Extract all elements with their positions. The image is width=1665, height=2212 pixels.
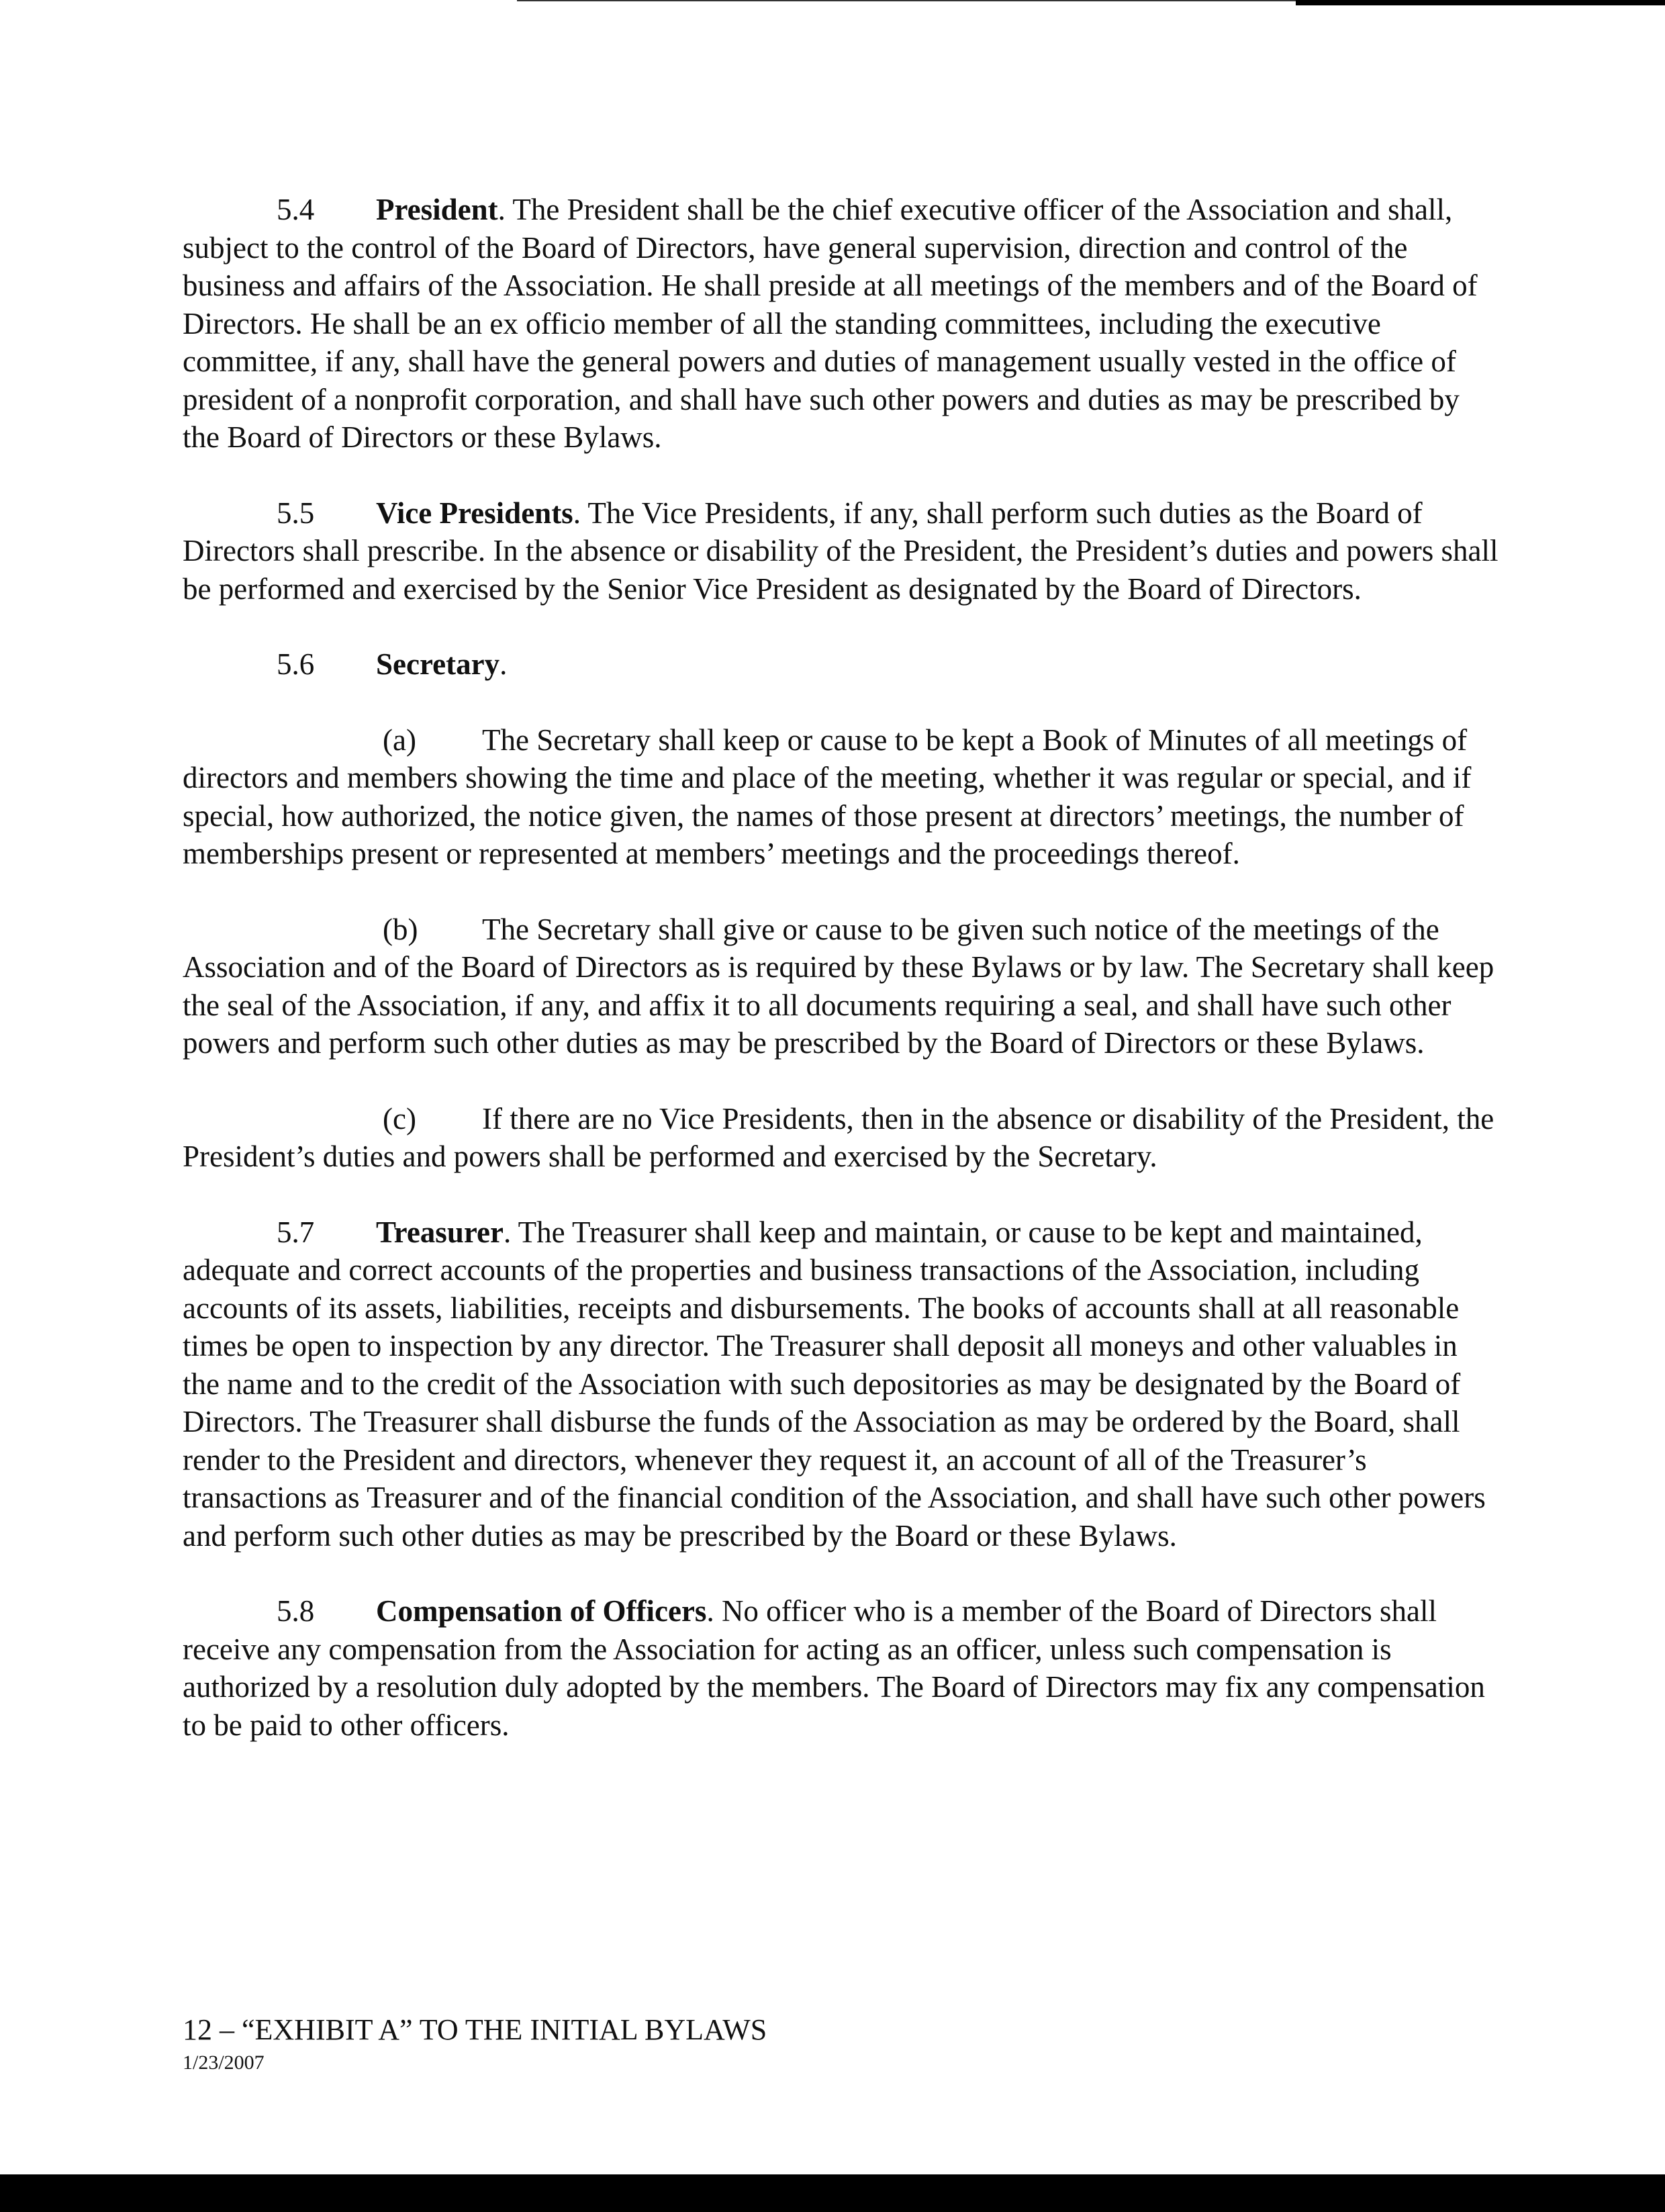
subsection-label: (a) <box>383 723 416 757</box>
subsection-label: (b) <box>383 912 418 946</box>
section-heading: President <box>376 193 498 226</box>
footer-title: 12 – “EXHIBIT A” TO THE INITIAL BYLAWS <box>183 2013 767 2046</box>
section-heading: Secretary <box>376 647 500 681</box>
document-body <box>183 191 1498 1744</box>
subsection-5-6-a <box>183 721 1498 873</box>
section-number: 5.4 <box>277 193 315 226</box>
subsection-text: The Secretary shall keep or cause to be kept a Book of Minutes of all meetings of directors and members showing the time and place of the meeting, whether it was regular or special, and if special, how authorized, the notice given, the names of those present at directors’ meetings, the number of memberships present or represented at members’ meetings and the proceedings thereof. <box>183 723 1472 870</box>
subsection-label: (c) <box>383 1101 416 1136</box>
section-number: 5.8 <box>277 1594 315 1628</box>
subsection-5-6-c <box>183 1100 1498 1176</box>
section-heading: Treasurer <box>376 1215 504 1249</box>
section-text: . The Treasurer shall keep and maintain, or cause to be kept and maintained, adequate and correct accounts of the properties and business transactions of the Association, including accounts of its assets, liabilities, receipts and disbursements. The books of accounts shall at all reasonable times be open to inspection by any director. The Treasurer shall deposit all moneys and other valuables in the name and to the credit of the Association with such depositories as may be designated by the Board of Directors. The Treasurer shall disburse the funds of the Association as may be ordered by the Board, shall render to the President and directors, whenever they request it, an account of all of the Treasurer’s transactions as Treasurer and of the financial condition of the Association, and shall have such other powers and perform such other duties as may be prescribed by the Board or these Bylaws. <box>183 1215 1486 1553</box>
section-number: 5.6 <box>277 647 315 681</box>
subsection-text: If there are no Vice Presidents, then in the absence or disability of the President, the President’s duties and powers shall be performed and exercised by the Secretary. <box>183 1101 1494 1173</box>
page-footer <box>183 2012 1123 2078</box>
section-text: . The President shall be the chief executive officer of the Association and shall, subject to the control of the Board of Directors, have general supervision, direction and control of the business and affairs of the Association. He shall preside at all meetings of the members and of the Board of Directors. He shall be an ex officio member of all the standing committees, including the executive committee, if any, shall have the general powers and duties of management usually vested in the office of president of a nonprofit corporation, and shall have such other powers and duties as may be prescribed by the Board of Directors or these Bylaws. <box>183 193 1478 454</box>
section-5-7 <box>183 1213 1498 1555</box>
section-5-5 <box>183 494 1498 608</box>
section-5-8 <box>183 1592 1498 1744</box>
section-heading: Compensation of Officers <box>376 1594 707 1628</box>
section-heading: Vice Presidents <box>376 496 573 530</box>
section-5-4 <box>183 191 1498 457</box>
section-text: . No officer who is a member of the Board of Directors shall receive any compensation from the Association for acting as an officer, unless such compensation is authorized by a resolution duly adopted by the members. The Board of Directors may fix any compensation to be paid to other officers. <box>183 1594 1485 1742</box>
subsection-5-6-b <box>183 911 1498 1062</box>
footer-date: 1/23/2007 <box>183 2052 265 2074</box>
subsection-text: The Secretary shall give or cause to be given such notice of the meetings of the Association and of the Board of Directors as is required by these Bylaws or by law. The Secretary shall keep the seal of the Association, if any, and affix it to all documents requiring a seal, and shall have such other powers and perform such other duties as may be prescribed by the Board of Directors or these Bylaws. <box>183 912 1494 1060</box>
top-scan-edge <box>1296 0 1665 5</box>
section-text: . <box>500 647 508 681</box>
section-number: 5.7 <box>277 1215 315 1249</box>
section-text: . The Vice Presidents, if any, shall perform such duties as the Board of Directors shall prescribe. In the absence or disability of the President, the President’s duties and powers shall be performed and exercised by the Senior Vice President as designated by the Board of Directors. <box>183 496 1498 606</box>
section-5-6 <box>183 645 1498 684</box>
section-number: 5.5 <box>277 496 315 530</box>
bottom-scan-edge <box>0 2174 1665 2212</box>
